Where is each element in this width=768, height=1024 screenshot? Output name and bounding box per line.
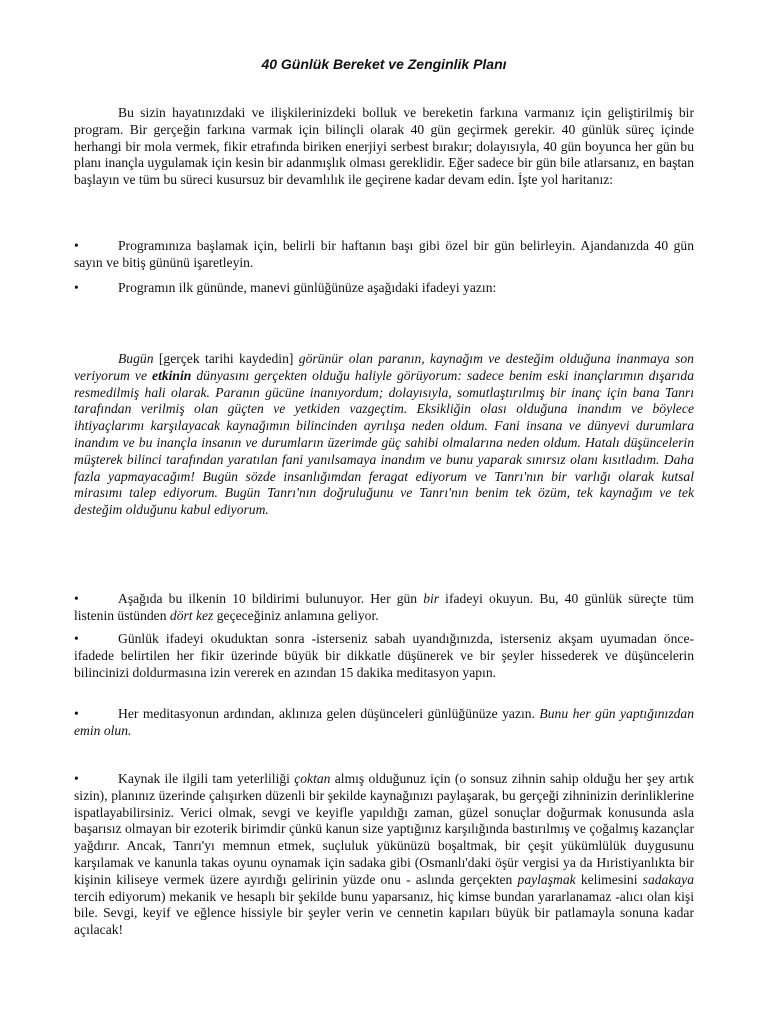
bullet-3-part: ifadeyi okuyun. Bu, 40 günlük süreçte tüm listenin üstünden: [74, 591, 694, 623]
affirmation-bold-word: etkinin: [152, 367, 192, 383]
bullet-6-part: Kaynak ile ilgili tam yeterliliği: [118, 771, 295, 786]
bullet-mark: •: [74, 771, 79, 786]
bullet-3-part: bir: [423, 591, 440, 606]
bullet-5-part: Her meditasyonun ardından, aklınıza gelen düşünceleri günlüğünüze yazın.: [118, 706, 540, 721]
bullet-mark: •: [74, 591, 79, 606]
affirmation-part: dünyasını gerçekten olduğu haliyle görüyorum: sadece benim eski inançlarımın dışarıda resmedilmiş hali olarak. Paranın gücüne inanıyordum; dolayısıyla, somutlaştırılmış bir inanç için bana Tanrı tarafından verilmiş olan güçten ve yetkiden vazgeçtim. Eksikliğin olası olduğuna inandım ve böylece ihtiyaçlarımı karşılayacak kaynağımın bilincinden ayrılışa neden oldum. Fani insana ve dünyevi durumlara inandım ve bu inançla insanın ve durumların üzerimde güç sahibi olmalarına neden oldum. Hatalı düşüncelerin müşterek bilinci tarafından yaratılan fani yanılsamaya inandım ve bunu yaparak sınırsız olanı kısıtladım. Daha fazla yapmayacağım! Bugün sözde insanlığımdan feragat ediyorum ve Tanrı'nın bir varlığı olarak kutsal mirasımı talep ediyorum. Bugün Tanrı'nın doğruluğunu ve Tanrı'nın benim tek özüm, tek kaynağım ve tek desteğim olduğunu kabul ediyorum.: [74, 367, 695, 518]
bullet-4-text: Günlük ifadeyi okuduktan sonra -isterseniz sabah uyandığınızda, isterseniz akşam uyumadan önce- ifadede belirtilen her fikir üzerinde büyük bir dikkatle düşünerek ve bir şeyler hissederek ve düşüncelerin bilincinizi doldurmasına izin vererek en azından 15 dakika meditasyon yapın.: [74, 631, 694, 680]
bullet-3-part: Aşağıda bu ilkenin 10 bildirimi bulunuyor. Her gün: [118, 591, 424, 606]
bullet-2-text: Programın ilk gününde, manevi günlüğünüze aşağıdaki ifadeyi yazın:: [118, 280, 497, 295]
bullet-6-part: almış olduğunuz için (o sonsuz zihnin sahip olduğu her şey artık sizin), planınız üzerinde çalışırken düzenli bir şekilde kaynağınızı paylaşarak, bu gerçeği zihninizin derinliklerine ispatlayabilirsiniz. Verici olmak, sevgi ve keyifle yapıldığı zaman, güzel sonuçlar doğurmak konusunda asla başarısız olmayan bir ezoterik birimdir çünkü kanun size yaptığınız karşılığında bastırılmış ve çoğalmış kazançlar yağdırır. Ancak, Tanrı'yı memnun etmek, suçluluk yükünüzü boşaltmak, bir çeşit yükümlülük duygusunu karşılamak ve kanunla takas oyunu oynamak için sadaka gibi (Osmanlı'daki öşür vergisi ya da Hıristiyanlıkta bir kişinin kiliseye vermek üzere ayırdığı gelirinin yüzde onu - aslında gerçekten: [74, 771, 694, 887]
bullet-5-part: Bunu her gün yaptığınızdan emin olun.: [74, 706, 694, 738]
bullet-3-part: dört kez: [169, 607, 214, 623]
bullet-mark: •: [74, 706, 79, 721]
bullet-6-part: paylaşmak: [517, 871, 576, 887]
intro-paragraph: Bu sizin hayatınızdaki ve ilişkilerinizdeki bolluk ve bereketin farkına varmanız için geliştirilmiş bir program. Bir gerçeğin farkına varmak için bilinçli olarak 40 gün geçirmek gerekir. 40 günlük süreç içinde herhangi bir mola vermek, fikir etrafında biriken enerjiyi serbest bırakır; dolayısıyla, 40 gün boyunca her gün bu planı inançla uygulamak için kesin bir adanmışlık olması gereklidir. Eğer sadece bir gün bile atlarsanız, en baştan başlayın ve tüm bu süreci kusursuz bir devamlılık ile geçirene kadar devam edin. İşte yol haritanız:: [74, 105, 694, 188]
bullet-6-part: kelimesini: [575, 871, 643, 887]
bullet-3-part: geçeceğiniz anlamına geliyor.: [213, 607, 379, 623]
bullet-6-part: sadakaya: [642, 871, 694, 887]
bullet-6-part: çoktan: [294, 771, 331, 786]
bullet-mark: •: [74, 280, 79, 295]
document-title: 40 Günlük Bereket ve Zenginlik Planı: [261, 56, 507, 72]
bullet-mark: •: [74, 238, 79, 253]
affirmation-paragraph: [74, 351, 694, 519]
affirmation-part: [gerçek tarihi kaydedin]: [153, 351, 299, 366]
bullet-item-5: [74, 706, 694, 740]
bullet-mark: •: [74, 631, 79, 646]
affirmation-part: Bugün: [118, 351, 154, 366]
bullet-1-text: Programınıza başlamak için, belirli bir haftanın başı gibi özel bir gün belirleyin. Ajandanızda 40 gün sayın ve bitiş gününü işaretleyin.: [74, 238, 694, 270]
bullet-item-1: [74, 238, 694, 272]
bullet-item-6: [74, 771, 694, 939]
bullet-item-3: [74, 591, 694, 625]
bullet-item-4: [74, 631, 694, 681]
bullet-item-2: [74, 280, 694, 297]
affirmation-part: görünür olan paranın, kaynağım ve desteğim olduğuna inanmaya son veriyorum ve: [74, 351, 694, 383]
bullet-6-part: tercih ediyorum) mekanik ve hesaplı bir şekilde bunu yaparsanız, hiç kimse bundan yararlanamaz -alıcı olan kişi bile. Sevgi, keyif ve eğlence hissiyle bir şeyler verin ve cennetin kapıları büyük bir patlamayla sonuna kadar açılacak!: [74, 888, 694, 938]
